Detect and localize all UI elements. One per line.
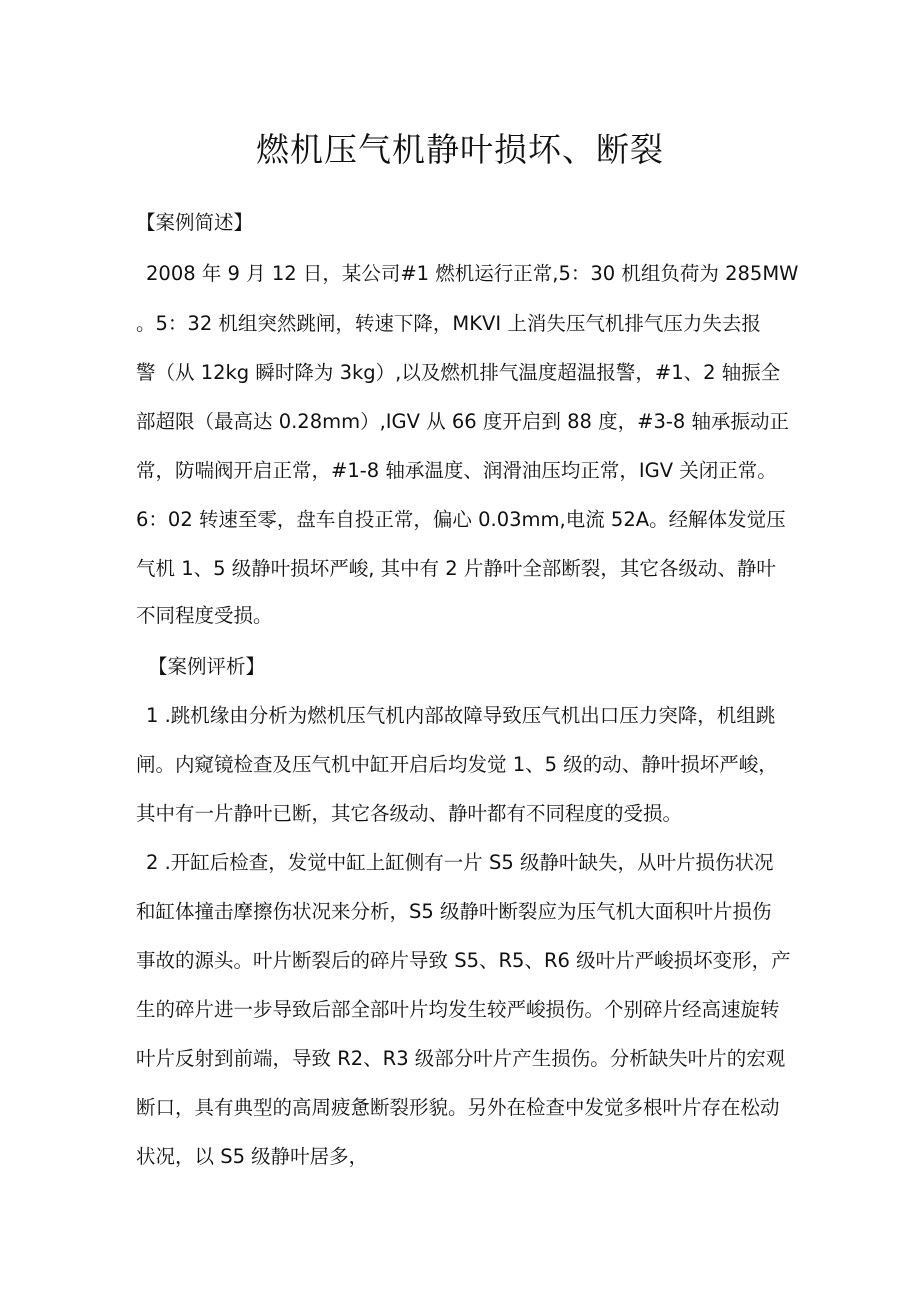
paragraph-line: 断口，具有典型的高周疲惫断裂形貌。另外在检查中发觉多根叶片存在松动	[136, 1096, 780, 1119]
paragraph-line: 常，防喘阀开启正常，#1-8 轴承温度、润滑油压均正常，IGV 关闭正常。	[136, 459, 777, 482]
section-heading-case-analysis: 【案例评析】	[148, 655, 266, 678]
paragraph-line: 其中有一片静叶已断，其它各级动、静叶都有不同程度的受损。	[136, 802, 683, 825]
paragraph-line: 6：02 转速至零，盘车自投正常，偏心 0.03mm,电流 52A。经解体发觉压	[136, 508, 786, 531]
paragraph-line: 和缸体撞击摩擦伤状况来分析，S5 级静叶断裂应为压气机大面积叶片损伤	[136, 900, 772, 923]
section-heading-case-summary: 【案例简述】	[136, 211, 254, 234]
paragraph-line: 事故的源头。叶片断裂后的碎片导致 S5、R5、R6 级叶片严峻损坏变形，产	[136, 949, 791, 972]
paragraph-line: 生的碎片进一步导致后部全部叶片均发生较严峻损伤。个别碎片经高速旋转	[136, 998, 780, 1021]
paragraph-line: 叶片反射到前端，导致 R2、R3 级部分叶片产生损伤。分析缺失叶片的宏观	[136, 1047, 786, 1070]
document-title: 燃机压气机静叶损坏、断裂	[256, 130, 664, 169]
paragraph-line: 气机 1、5 级静叶损坏严峻, 其中有 2 片静叶全部断裂，其它各级动、静叶	[136, 557, 776, 580]
paragraph-line: 警（从 12kg 瞬时降为 3kg）,以及燃机排气温度超温报警，#1、2 轴振全	[136, 361, 781, 384]
paragraph-line: 。5：32 机组突然跳闸，转速下降，MKVI 上消失压气机排气压力失去报	[136, 312, 761, 335]
paragraph-line: 1 .跳机缘由分析为燃机压气机内部故障导致压气机出口压力突降，机组跳	[146, 704, 776, 727]
paragraph-line: 2 .开缸后检查，发觉中缸上缸侧有一片 S5 级静叶缺失，从叶片损伤状况	[146, 851, 774, 874]
paragraph-line: 状况，以 S5 级静叶居多，	[136, 1145, 369, 1168]
paragraph-line: 部超限（最高达 0.28mm）,IGV 从 66 度开启到 88 度，#3-8 轴承振动正	[136, 410, 790, 433]
paragraph-line: 2008 年 9 月 12 日，某公司#1 燃机运行正常,5：30 机组负荷为 285MW	[146, 262, 799, 285]
paragraph-line: 不同程度受损。	[136, 604, 273, 627]
paragraph-line: 闸。内窥镜检查及压气机中缸开启后均发觉 1、5 级的动、静叶损坏严峻，	[136, 753, 778, 776]
